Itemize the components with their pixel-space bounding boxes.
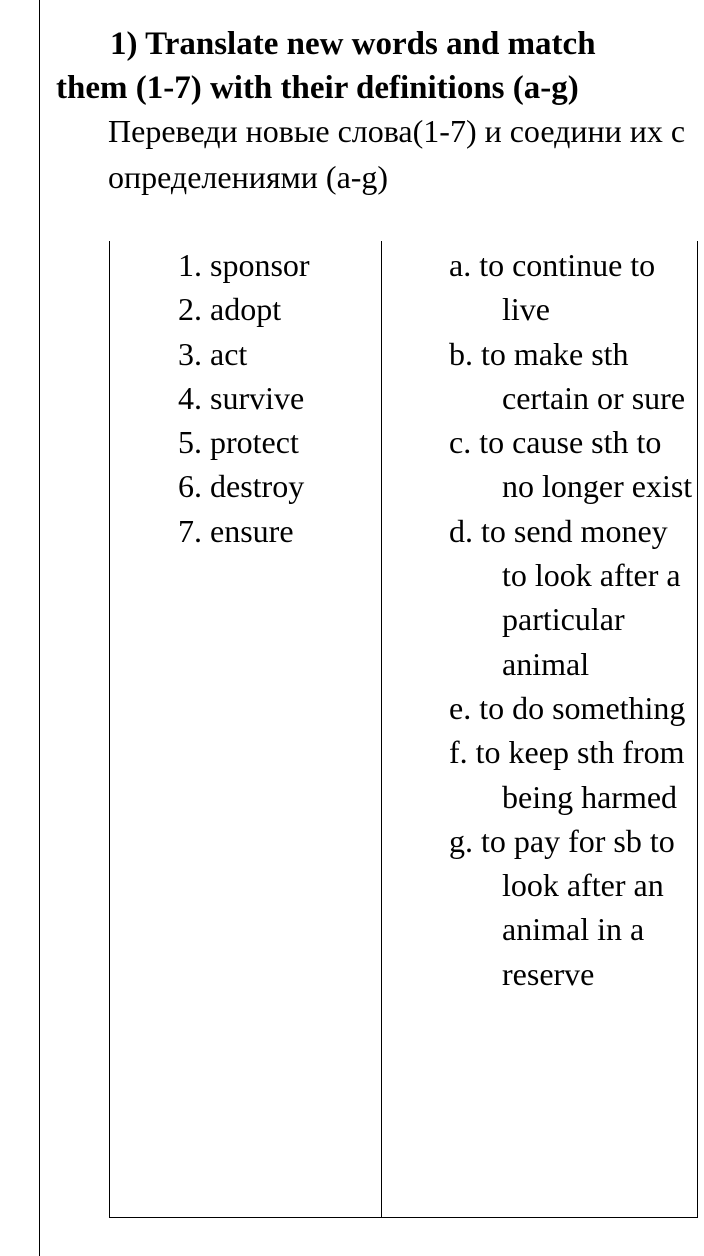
task-title: 1) Translate new words and match them (1-7) with their definitions (a-g) — [56, 26, 596, 106]
definition-item: b. to make sth certain or sure — [449, 335, 686, 416]
word-item: 1. sponsor — [178, 247, 310, 283]
word-item: 6. destroy — [178, 468, 305, 505]
definition-item: e. to do something — [449, 689, 686, 726]
definition-item: f. to keep sth from being harmed — [449, 734, 685, 815]
word-item: 7. ensure — [178, 512, 294, 549]
word-item: 5. protect — [178, 424, 299, 461]
word-item: 4. survive — [178, 379, 305, 416]
words-column — [178, 243, 310, 553]
page-margin-line — [39, 0, 40, 1256]
matching-table — [109, 241, 698, 1218]
definition-item: c. to cause sth to no longer exist — [449, 424, 693, 505]
word-item: 2. adopt — [178, 291, 282, 328]
definitions-column — [449, 243, 699, 996]
task-subtitle: Переведи новые слова(1-7) и соедини их с определениями (a-g) — [108, 113, 686, 195]
definition-item: a. to continue to live — [449, 247, 656, 328]
definition-item: g. to pay for sb to look after an animal in a reserve — [449, 822, 675, 992]
definition-item: d. to send money to look after a particular animal — [449, 512, 681, 682]
column-divider — [381, 241, 382, 1217]
word-item: 3. act — [178, 335, 248, 372]
